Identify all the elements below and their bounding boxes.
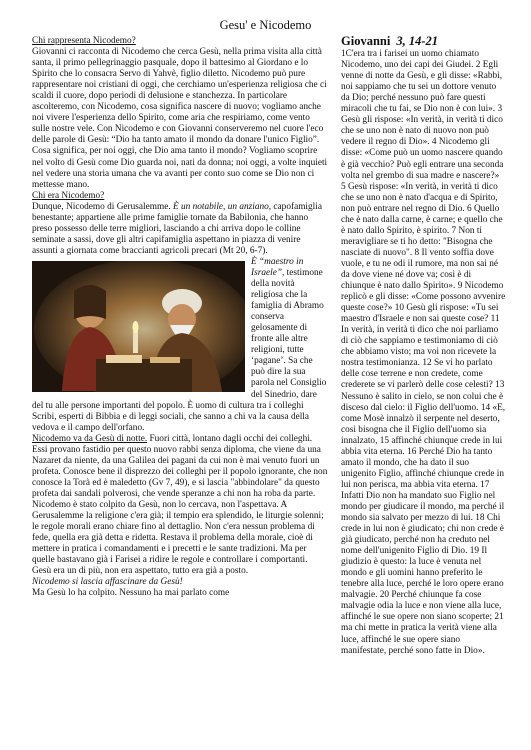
gospel-reference xyxy=(341,36,506,47)
section-heading-4: Nicodemo si lascia affascinare da Gesù! xyxy=(32,577,183,588)
section-heading-2: Chi era Nicodemo? xyxy=(32,190,105,201)
section-heading-3: Nicodemo va da Gesù di notte. xyxy=(32,433,148,444)
gospel-column xyxy=(341,36,506,742)
paragraph-3-rest: , testimone della novità religiosa che la famiglia di Abramo conserva gelosamente di fronte alle altre religioni, tutte ‘pagane’. Sa che può dire la sua parola nel Consiglio del Sinedrio, dare del tu alle persone importanti del popolo. È uomo di cultura tra i colleghi Scribi, esperti di Bibbia e di leggi sociali, che sanno a chi va la causa della vedova e il campo dell'orfano. xyxy=(32,267,327,433)
paragraph-2-start: Dunque, Nicodemo di Gerusalemme. xyxy=(32,201,173,212)
article-paragraph-4 xyxy=(32,434,328,500)
paragraph-2-rest: capofamiglia benestante; appartiene alle prime famiglie tornate da Babilonia, che hanno preso possesso delle terre migliori, lasciando a chi arriva dopo le colline seminate a sassi, dove gli altri capifamiglia aspettano in piazza di venire assunti a giornata come braccianti agricoli precari (Mt 20, 6-7). xyxy=(32,201,322,256)
gospel-text: 1C'era tra i farisei un uomo chiamato Nicodemo, uno dei capi dei Giudei. 2 Egli venne di notte da Gesù, e gli disse: «Rabbì, noi sappiamo che tu sei un dottore venuto da Dio; perché nessuno può fare questi miracoli che tu fai, se Dio non è con lui». 3 Gesù gli rispose: «In verità, in verità ti dico che se uno non è nato di nuovo non può vedere il regno di Dio». 4 Nicodemo gli disse: «Come può un uomo nascere quando è già vecchio? Può egli entrare una seconda volta nel grembo di sua madre e nascere?» 5 Gesù rispose: «In verità, in verità ti dico che se uno non è nato d'acqua e di Spirito, non può entrare nel regno di Dio. 6 Quello che è nato dalla carne, è carne; e quello che è nato dallo Spirito, è spirito. 7 Non ti meravigliare se ti ho detto: "Bisogna che nasciate di nuovo". 8 Il vento soffia dove vuole, e tu ne odi il rumore, ma non sai né da dove viene né dove va; così è di chiunque è nato dallo Spirito». 9 Nicodemo replicò e gli disse: «Come possono avvenire queste cose?» 10 Gesù gli rispose: «Tu sei maestro d'Israele e non sai queste cose? 11 In verità, in verità ti dico che noi parliamo di ciò che sappiamo e testimoniamo di ciò che abbiamo visto; ma voi non ricevete la nostra testimonianza. 12 Se vi ho parlato delle cose terrene e non credete, come crederete se vi parlerò delle cose celesti? 13 Nessuno è salito in cielo, se non colui che è disceso dal cielo: il Figlio dell'uomo. 14 «E, come Mosè innalzò il serpente nel deserto, così bisogna che il Figlio dell'uomo sia innalzato, 15 affinché chiunque crede in lui abbia vita eterna. 16 Perché Dio ha tanto amato il mondo, che ha dato il suo unigenito Figlio, affinché chiunque crede in lui non perisca, ma abbia vita eterna. 17 Infatti Dio non ha mandato suo Figlio nel mondo per giudicare il mondo, ma perché il mondo sia salvato per mezzo di lui. 18 Chi crede in lui non è giudicato; chi non crede è già giudicato, perché non ha creduto nel nome dell'unigenito Figlio di Dio. 19 Il giudizio è questo: la luce è venuta nel mondo e gli uomini hanno preferito le tenebre alla luce, perché le loro opere erano malvagie. 20 Perché chiunque fa cose malvagie odia la luce e non viene alla luce, affinché le sue opere non siano scoperte; 21 ma chi mette in pratica la verità viene alla luce, affinché le sue opere siano manifestate, perché sono fatte in Dio». xyxy=(341,49,506,656)
article-paragraph-5: Nicodemo è stato colpito da Gesù, non lo cercava, non l'aspettava. A Gerusalemme la religione c'era già; il tempio era splendido, le liturgie solenni; le regole morali erano chiare fino al dettaglio. Non c'era nessun problema di fede, quella era già detta e ridetta. Restava il problema della morale, cioè di mettere in pratica i comandamenti e i precetti e le sante tradizioni. Ma per quelle bastavano già i Farisei a ridire le regole e controllare i comportanti. Gesù era un di più, non era aspettato, tutto era già a posto. xyxy=(32,499,324,577)
article-paragraph-6: Ma Gesù lo ha colpito. Nessuno ha mai parlato come xyxy=(32,588,230,599)
painting-illustration xyxy=(32,261,245,392)
gospel-book: Giovanni xyxy=(341,36,391,48)
paragraph-3-italic: È “maestro in Israele” xyxy=(251,256,304,278)
article-paragraph-1: Giovanni ci racconta di Nicodemo che cerca Gesù, nella prima visita alla città santa, il primo pellegrinaggio pasquale, dopo il battesimo al Giordano e lo Spirito che lo consacra Servo di Yahvè, figlio diletto. Nicodemo può pure rappresentare noi cristiani di oggi, che cerchiamo un'esperienza religiosa che ci scaldi il cuore, dopo periodi di delusione e stanchezza. In particolare ascolteremo, con Nicodemo, cosa significa nascere di nuovo; vogliamo anche noi vivere l'esperienza dello Spirito, come aria che respiriamo, come vento sulle nostre vele. Con Nicodemo e con Giovanni conserveremo nel cuore l'eco delle parole di Gesù: “Dio ha tanto amato il mondo da donare l'unico Figlio”. Cosa significa, per noi oggi, che Dio ama tanto il mondo? Vogliamo scoprire nel volto di Gesù come Dio guarda noi, nati da donna; noi oggi, a volte inquieti nel vedere una storia umana che va avanti per conto suo come se Dio non ci mettesse mano. xyxy=(32,47,328,190)
painting-jesus-nicodemus xyxy=(32,261,245,392)
gospel-chapter-verses: 3, 14-21 xyxy=(396,36,438,48)
paragraph-2-italic: È un notabile, un anziano, xyxy=(172,201,272,212)
page-title: Gesu' e Nicodemo xyxy=(219,18,312,32)
paragraph-4-rest: Fuori città, lontano dagli occhi dei colleghi. Essi provano fastidio per questo nuovo rabbi senza diploma, che viene da una Nazaret da niente, da una Galilea dei pagani da cui non è mai venuto fuori un profeta. Conosce bene il disprezzo dei colleghi per il popolo ignorante, che non conosce la Torà ed è maledetto (Gv 7, 49), e si lascia "abbindolare" da questo profeta dai sandali polverosi, che vende speranze a chi non ha roba da parte. xyxy=(32,433,328,499)
article-paragraph-2 xyxy=(32,202,328,257)
main-article xyxy=(32,36,328,742)
section-heading-1: Chi rappresenta Nicodemo? xyxy=(32,36,136,46)
